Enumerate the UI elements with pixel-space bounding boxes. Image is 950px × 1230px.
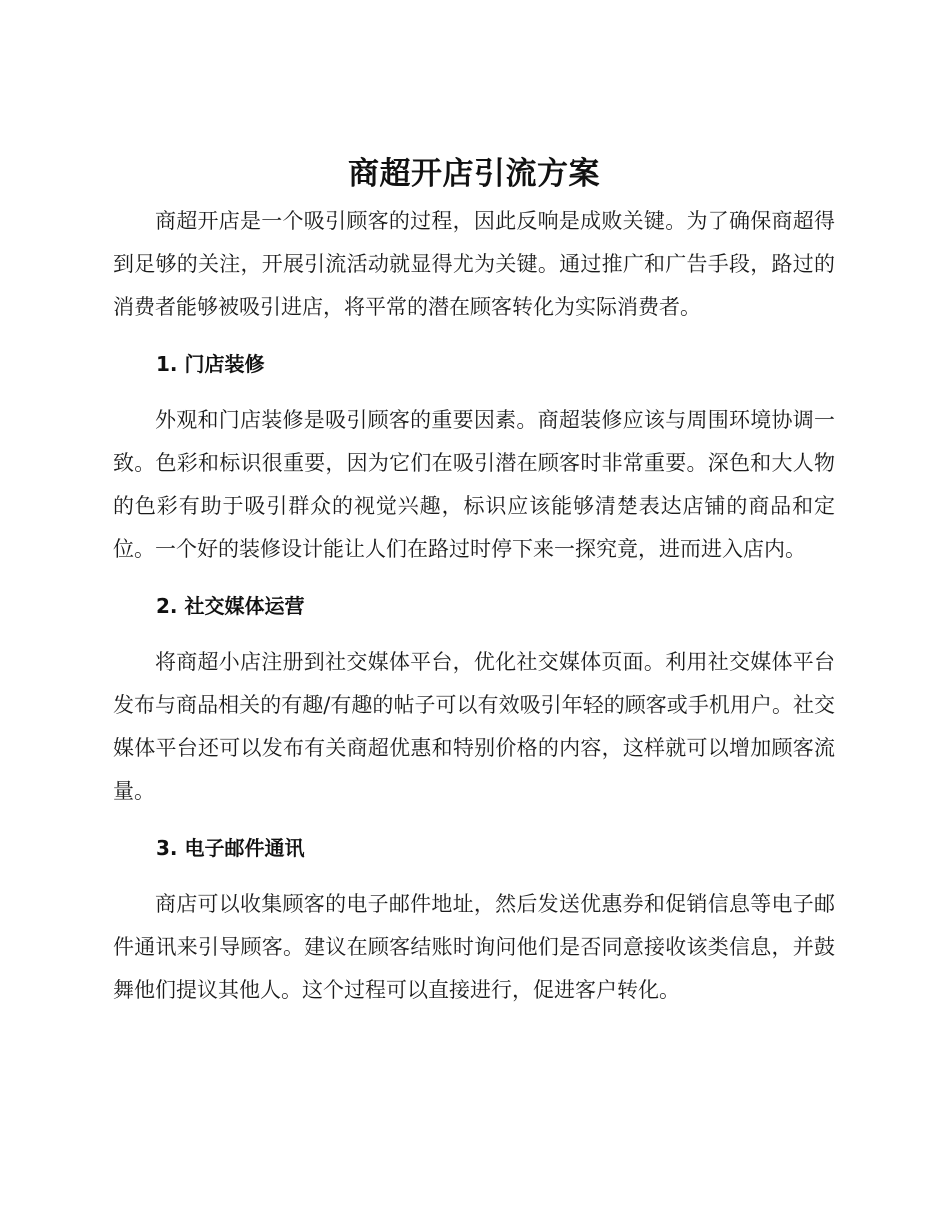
section-body-social-media: 将商超小店注册到社交媒体平台，优化社交媒体页面。利用社交媒体平台发布与商品相关的有趣/有趣的帖子可以有效吸引年轻的顾客或手机用户。社交媒体平台还可以发布有关商超优惠和特别价格的内容，这样就可以增加顾客流量。	[113, 650, 835, 803]
section-heading-store-decoration: 1. 门店装修	[156, 352, 265, 376]
section-body-store-decoration: 外观和门店装修是吸引顾客的重要因素。商超装修应该与周围环境协调一致。色彩和标识很重要，因为它们在吸引潜在顾客时非常重要。深色和大人物的色彩有助于吸引群众的视觉兴趣，标识应该能够清楚表达店铺的商品和定位。一个好的装修设计能让人们在路过时停下来一探究竟，进而进入店内。	[113, 408, 835, 561]
intro-paragraph: 商超开店是一个吸引顾客的过程，因此反响是成败关键。为了确保商超得到足够的关注，开展引流活动就显得尤为关键。通过推广和广告手段，路过的消费者能够被吸引进店，将平常的潜在顾客转化为实际消费者。	[113, 209, 835, 319]
section-body-email-newsletter: 商店可以收集顾客的电子邮件地址，然后发送优惠券和促销信息等电子邮件通讯来引导顾客。建议在顾客结账时询问他们是否同意接收该类信息，并鼓舞他们提议其他人。这个过程可以直接进行，促进客户转化。	[113, 892, 835, 1002]
section-heading-social-media: 2. 社交媒体运营	[156, 594, 305, 618]
page-title: 商超开店引流方案	[348, 156, 600, 192]
section-heading-email-newsletter: 3. 电子邮件通讯	[156, 836, 305, 860]
document-content	[113, 148, 835, 1012]
